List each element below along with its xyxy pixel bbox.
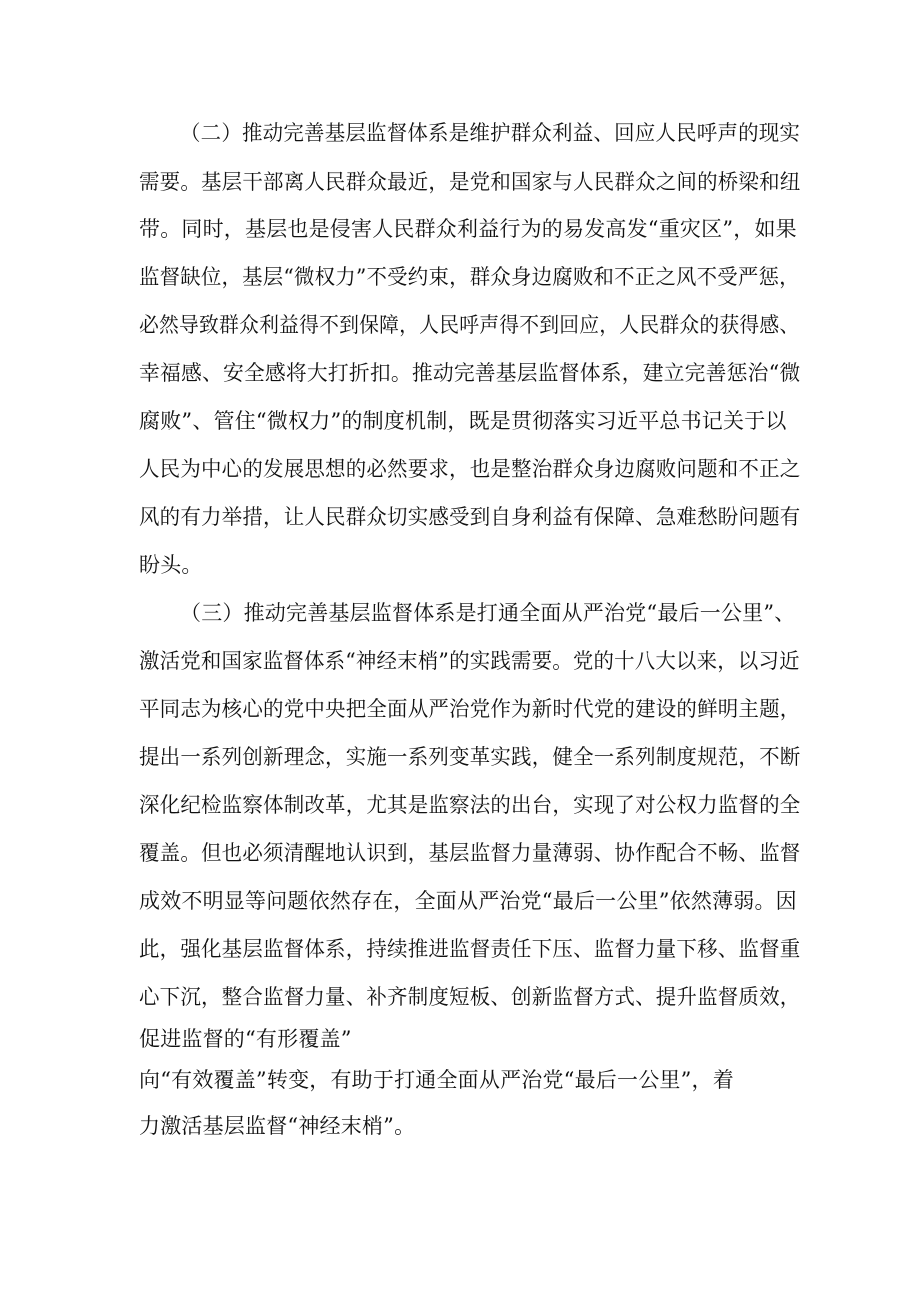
paragraph-line: 风的有力举措，让人民群众切实感受到自身利益有保障、急难愁盼问题有 [139, 505, 801, 529]
paragraph-line: 促进监督的“有形覆盖” [139, 1027, 352, 1051]
paragraph-line: 平同志为核心的党中央把全面从严治党作为新时代党的建设的鲜明主题， [139, 697, 801, 721]
paragraph-line: 成效不明显等问题依然存在，全面从严治党“最后一公里”依然薄弱。因 [139, 889, 797, 913]
paragraph-line: 幸福感、安全感将大打折扣。推动完善基层监督体系，建立完善惩治“微 [139, 361, 801, 385]
paragraph-line: （三）推动完善基层监督体系是打通全面从严治党“最后一公里”、 [180, 601, 796, 625]
paragraph-line: 力激活基层监督“神经末梢”。 [139, 1114, 416, 1138]
paragraph-line: 必然导致群众利益得不到保障，人民呼声得不到回应，人民群众的获得感、 [139, 313, 800, 337]
paragraph-line: 向“有效覆盖”转变，有助于打通全面从严治党“最后一公里”，着 [139, 1068, 734, 1092]
paragraph-line: 人民为中心的发展思想的必然要求，也是整治群众身边腐败问题和不正之 [139, 457, 801, 481]
paragraph-line: 提出一系列创新理念，实施一系列变革实践，健全一系列制度规范，不断 [139, 745, 801, 769]
paragraph-line: 激活党和国家监督体系“神经末梢”的实践需要。党的十八大以来，以习近 [139, 649, 800, 673]
paragraph-line: 覆盖。但也必须清醒地认识到，基层监督力量薄弱、协作配合不畅、监督 [139, 841, 801, 865]
paragraph-line: 此，强化基层监督体系，持续推进监督责任下压、监督力量下移、监督重 [139, 937, 801, 961]
paragraph-line: 心下沉，整合监督力量、补齐制度短板、创新监督方式、提升监督质效， [139, 985, 801, 1009]
paragraph-line: 需要。基层干部离人民群众最近，是党和国家与人民群众之间的桥梁和纽 [139, 170, 801, 194]
paragraph-line: 深化纪检监察体制改革，尤其是监察法的出台，实现了对公权力监督的全 [139, 793, 801, 817]
paragraph-line: 盼头。 [139, 553, 203, 577]
paragraph-line: （二）推动完善基层监督体系是维护群众利益、回应人民呼声的现实 [180, 121, 801, 145]
paragraph-line: 带。同时，基层也是侵害人民群众利益行为的易发高发“重灾区”，如果 [139, 217, 797, 241]
paragraph-line: 监督缺位，基层“微权力”不受约束，群众身边腐败和不正之风不受严惩， [139, 265, 800, 289]
paragraph-line: 腐败”、管住“微权力”的制度机制，既是贯彻落实习近平总书记关于以 [139, 409, 787, 433]
